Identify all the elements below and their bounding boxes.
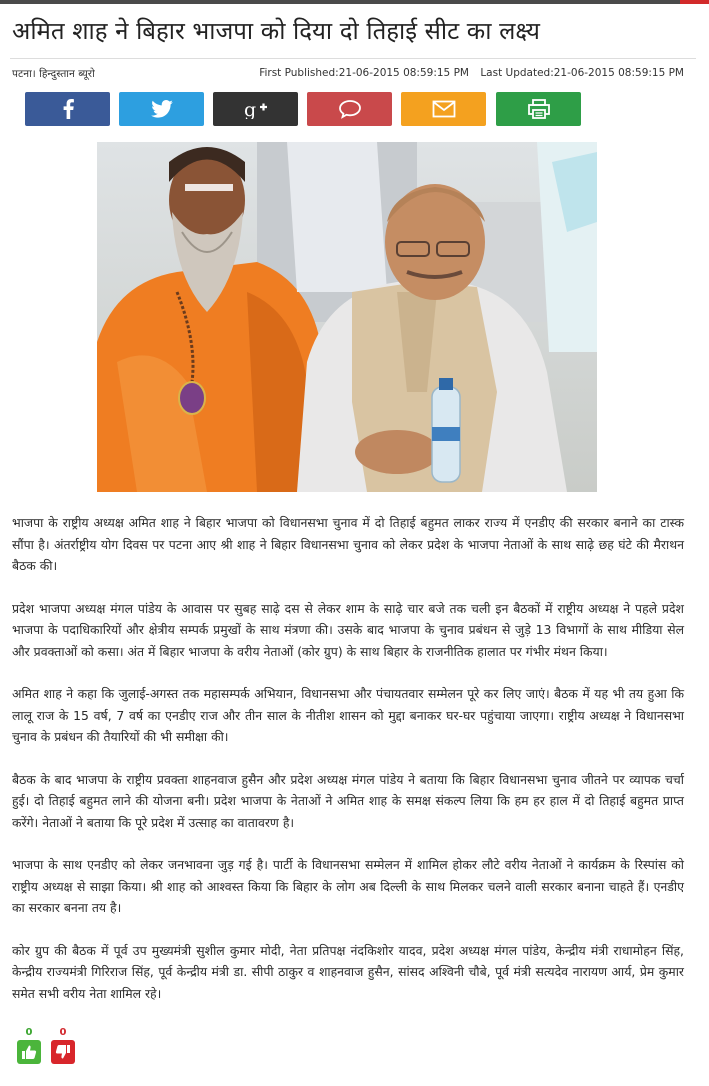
like-count: 0 [25, 1027, 33, 1038]
google-plus-share-button[interactable] [213, 92, 298, 126]
comment-share-button[interactable] [307, 92, 392, 126]
like-vote [17, 1026, 41, 1064]
article-paragraph: भाजपा के राष्ट्रीय अध्यक्ष अमित शाह ने बिहार भाजपा को विधानसभा चुनाव में दो तिहाई बहुमत लाकर राज्य में एनडीए की सरकार बनाने का टास्क सौंपा है। अंतर्राष्ट्रीय योग दिवस पर पटना आए श्री शाह ने बिहार विधानसभा चुनाव को लेकर प्रदेश के भाजपा नेताओं के साथ साढ़े छह घंटे की मैराथन बैठक की। [12, 515, 684, 573]
twitter-icon [151, 100, 173, 118]
last-updated: Last Updated:21-06-2015 08:59:15 PM [480, 67, 684, 79]
print-share-button[interactable] [496, 92, 581, 126]
dislike-count: 0 [59, 1027, 67, 1038]
article-paragraph: कोर ग्रुप की बैठक में पूर्व उप मुख्यमंत्री सुशील कुमार मोदी, नेता प्रतिपक्ष नंदकिशोर यादव, प्रदेश अध्यक्ष मंगल पांडेय, केन्द्रीय मंत्री राधामोहन सिंह, केन्द्रीय राज्यमंत्री गिरिराज सिंह, पूर्व केन्द्रीय मंत्री डा. सीपी ठाकुर व शाहनवाज हुसैन, सांसद अश्विनी चौबे, पूर्व मंत्री सत्यदेव नारायण आर्य, प्रेम कुमार समेत सभी वरीय नेता शामिल रहे। [12, 942, 684, 1001]
facebook-share-button[interactable] [25, 92, 110, 126]
facebook-icon [61, 99, 75, 119]
google-plus-icon [243, 99, 269, 119]
article-paragraph: भाजपा के साथ एनडीए को लेकर जनभावना जुड़ गई है। पार्टी के विधानसभा सम्मेलन में शामिल होकर लौटे वरीय नेताओं ने कार्यक्रम के रिस्पांस को राष्ट्रीय अध्यक्ष से साझा किया। श्री शाह को आश्वस्त किया कि बिहार के लोग अब दिल्ली के साथ मिलकर चलने वाली सरकार बनाना चाहते हैं। एनडीए का सरकार बनना तय है। [12, 857, 684, 915]
thumbs-up-icon [21, 1044, 37, 1060]
article-headline: अमित शाह ने बिहार भाजपा को दिया दो तिहाई सीट का लक्ष्य [12, 17, 540, 45]
like-button[interactable] [17, 1040, 41, 1064]
comment-icon [338, 99, 362, 119]
top-bar-red-accent [680, 0, 709, 4]
article-photo [97, 142, 597, 492]
article-body [12, 512, 684, 1025]
email-share-button[interactable] [401, 92, 486, 126]
thumbs-down-icon [55, 1044, 71, 1060]
article-photo-graphic [97, 142, 597, 492]
top-bar [0, 0, 709, 4]
print-icon [528, 99, 550, 119]
svg-text:g: g [243, 99, 256, 119]
twitter-share-button[interactable] [119, 92, 204, 126]
byline: पटना। हिन्दुस्तान ब्यूरो [12, 68, 95, 80]
article-paragraph: अमित शाह ने कहा कि जुलाई-अगस्त तक महासम्पर्क अभियान, विधानसभा और पंचायतवार सम्मेलन पूरे कर लिए जाएं। बैठक में यह भी तय हुआ कि लालू राज के 15 वर्ष, 7 वर्ष का एनडीए राज और तीन साल के नीतीश शासन को मुद्दा बनाकर घर-घर पहुंचाया जाएगा। राष्ट्रीय अध्यक्ष ने विधानसभा चुनाव के प्रबंधन की तैयारियों की भी समीक्षा की। [12, 686, 684, 744]
dislike-vote [51, 1026, 75, 1064]
first-published: First Published:21-06-2015 08:59:15 PM [259, 67, 469, 79]
article-paragraph: बैठक के बाद भाजपा के राष्ट्रीय प्रवक्ता शाहनवाज हुसैन और प्रदेश अध्यक्ष मंगल पांडेय ने बताया कि बिहार विधानसभा चुनाव जीतने पर व्यापक चर्चा हुई। दो तिहाई बहुमत लाने की योजना बनी। प्रदेश भाजपा के नेताओं ने अमित शाह के समक्ष संकल्प लिया कि हम हर हाल में दो तिहाई बहुमत प्राप्त करेंगे। नेताओं ने बताया कि पूरे प्रदेश में उत्साह का वातावरण है। [12, 771, 684, 830]
article-paragraph: प्रदेश भाजपा अध्यक्ष मंगल पांडेय के आवास पर सुबह साढ़े दस से लेकर शाम के साढ़े चार बजे तक चली इन बैठकों में राष्ट्रीय अध्यक्ष ने पहले प्रदेश भाजपा के पदाधिकारियों और क्षेत्रीय सम्पर्क प्रमुखों के साथ मंत्रणा की। उसके बाद भाजपा के चुनाव प्रबंधन से जुड़े 13 विभागों के साथ मीडिया सेल और प्रवक्ताओं को कसा। अंत में बिहार भाजपा के वरीय नेताओं (कोर ग्रुप) के साथ बिहार के राजनीतिक हालात पर गंभीर मंथन किया। [12, 600, 684, 659]
headline-divider [10, 58, 696, 59]
top-bar-dark [0, 0, 680, 4]
dislike-button[interactable] [51, 1040, 75, 1064]
publish-info [259, 67, 684, 79]
email-icon [432, 100, 456, 118]
